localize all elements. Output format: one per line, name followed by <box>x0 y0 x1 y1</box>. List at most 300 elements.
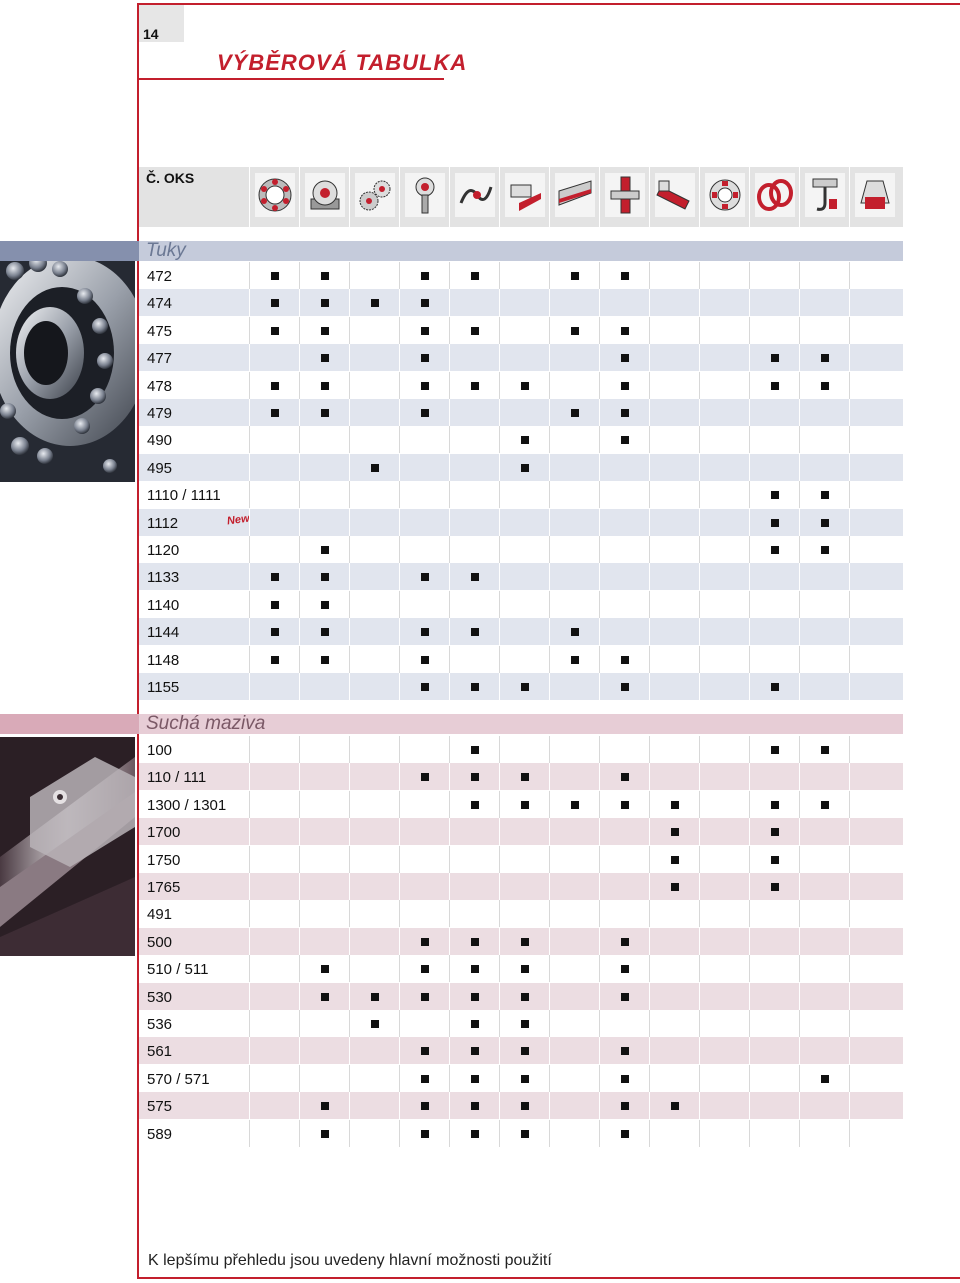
table-cell <box>849 646 899 673</box>
suitability-mark <box>271 601 279 609</box>
table-row <box>139 618 903 646</box>
table-cell <box>399 1010 449 1037</box>
suitability-mark <box>621 354 629 362</box>
table-cell <box>699 736 749 763</box>
suitability-mark <box>621 436 629 444</box>
table-cell <box>599 481 649 508</box>
table-cell <box>649 763 699 790</box>
table-cell <box>299 399 349 426</box>
table-cell <box>649 846 699 873</box>
suitability-mark <box>471 801 479 809</box>
table-cell <box>799 873 849 900</box>
table-cell <box>299 344 349 371</box>
suitability-mark <box>421 327 429 335</box>
table-cell <box>649 1092 699 1119</box>
table-cell <box>749 344 799 371</box>
table-cell <box>349 317 399 344</box>
suitability-mark <box>421 1130 429 1138</box>
table-cell <box>399 344 449 371</box>
table-cell <box>299 426 349 453</box>
table-cell <box>399 591 449 618</box>
table-cell <box>449 736 499 763</box>
suitability-mark <box>771 883 779 891</box>
suitability-mark <box>321 965 329 973</box>
rod-end-icon <box>405 173 445 222</box>
table-row <box>139 454 903 482</box>
table-cell <box>749 1010 799 1037</box>
suitability-mark <box>821 1075 829 1083</box>
table-cell <box>749 1037 799 1064</box>
table-cell <box>849 873 899 900</box>
table-cell <box>599 618 649 645</box>
table-cell <box>549 509 599 536</box>
table-cell <box>299 1037 349 1064</box>
table-cell <box>549 928 599 955</box>
column-header-12 <box>799 167 849 227</box>
table-cell <box>649 1065 699 1092</box>
suitability-mark <box>471 1130 479 1138</box>
product-number: 1133 <box>147 569 180 586</box>
table-row <box>139 646 903 674</box>
table-cell <box>849 289 899 316</box>
table-cell <box>499 509 549 536</box>
suitability-mark <box>321 601 329 609</box>
table-cell <box>849 900 899 927</box>
table-cell <box>799 1037 849 1064</box>
suitability-mark <box>271 382 279 390</box>
table-cell <box>649 262 699 289</box>
table-cell <box>399 983 449 1010</box>
table-cell <box>299 1065 349 1092</box>
table-cell <box>649 791 699 818</box>
table-cell <box>549 1037 599 1064</box>
table-cell <box>549 481 599 508</box>
table-cell <box>699 372 749 399</box>
product-number: 589 <box>147 1126 173 1143</box>
table-cell <box>599 454 649 481</box>
table-cell <box>549 873 599 900</box>
suitability-mark <box>771 546 779 554</box>
table-cell <box>549 317 599 344</box>
table-cell <box>399 509 449 536</box>
table-cell <box>699 846 749 873</box>
suitability-mark <box>771 382 779 390</box>
table-cell <box>649 289 699 316</box>
table-cell <box>799 1010 849 1037</box>
product-number: 500 <box>147 934 173 951</box>
table-cell <box>299 673 349 700</box>
table-cell <box>249 1120 299 1147</box>
table-cell <box>849 791 899 818</box>
table-cell <box>549 563 599 590</box>
table-cell <box>549 618 599 645</box>
table-cell <box>599 900 649 927</box>
page-title: VÝBĚROVÁ TABULKA <box>217 50 468 75</box>
table-cell <box>749 791 799 818</box>
suitability-mark <box>521 1102 529 1110</box>
suitability-mark <box>471 965 479 973</box>
table-cell <box>249 736 299 763</box>
table-cell <box>849 928 899 955</box>
table-cell <box>299 1120 349 1147</box>
suitability-mark <box>321 272 329 280</box>
table-cell <box>799 846 849 873</box>
table-cell <box>799 426 849 453</box>
table-cell <box>399 317 449 344</box>
table-row <box>139 1010 903 1038</box>
threaded-spindle-icon <box>655 173 695 222</box>
table-cell <box>799 481 849 508</box>
table-cell <box>599 426 649 453</box>
table-cell <box>399 563 449 590</box>
table-cell <box>549 846 599 873</box>
table-cell <box>299 646 349 673</box>
suitability-mark <box>271 628 279 636</box>
table-cell <box>799 454 849 481</box>
table-cell <box>799 618 849 645</box>
table-cell <box>349 289 399 316</box>
table-cell <box>649 481 699 508</box>
table-cell <box>799 928 849 955</box>
suitability-mark <box>421 299 429 307</box>
table-cell <box>749 372 799 399</box>
table-cell <box>449 900 499 927</box>
suitability-mark <box>321 409 329 417</box>
table-cell <box>399 481 449 508</box>
table-cell <box>499 1120 549 1147</box>
table-cell <box>549 900 599 927</box>
suitability-mark <box>471 773 479 781</box>
table-cell <box>449 591 499 618</box>
table-cell <box>599 1065 649 1092</box>
table-cell <box>349 846 399 873</box>
table-cell <box>449 481 499 508</box>
table-cell <box>599 1120 649 1147</box>
suitability-mark <box>271 573 279 581</box>
table-cell <box>399 1092 449 1119</box>
table-cell <box>449 317 499 344</box>
table-cell <box>549 591 599 618</box>
table-cell <box>849 536 899 563</box>
suitability-mark <box>321 1130 329 1138</box>
chain-hook-icon <box>805 173 845 222</box>
table-cell <box>699 900 749 927</box>
suitability-mark <box>471 1102 479 1110</box>
table-cell <box>349 818 399 845</box>
table-cell <box>799 818 849 845</box>
suitability-mark <box>521 1075 529 1083</box>
table-cell <box>249 873 299 900</box>
table-cell <box>249 1092 299 1119</box>
table-row <box>139 818 903 846</box>
table-cell <box>849 262 899 289</box>
suitability-mark <box>621 1047 629 1055</box>
table-cell <box>399 818 449 845</box>
table-cell <box>799 289 849 316</box>
suitability-mark <box>471 573 479 581</box>
product-number: 1700 <box>147 824 181 841</box>
table-cell <box>799 262 849 289</box>
table-cell <box>599 344 649 371</box>
table-cell <box>349 591 399 618</box>
column-header-8 <box>599 167 649 227</box>
table-cell <box>249 846 299 873</box>
suitability-mark <box>521 773 529 781</box>
table-cell <box>349 900 399 927</box>
table-cell <box>349 646 399 673</box>
table-cell <box>549 372 599 399</box>
table-cell <box>749 289 799 316</box>
gear-drive-icon <box>355 173 395 222</box>
table-cell <box>799 791 849 818</box>
suitability-mark <box>371 464 379 472</box>
table-cell <box>349 563 399 590</box>
table-cell <box>549 1010 599 1037</box>
column-header-9 <box>649 167 699 227</box>
table-cell <box>849 983 899 1010</box>
table-cell <box>299 1010 349 1037</box>
table-cell <box>449 426 499 453</box>
table-cell <box>249 454 299 481</box>
table-cell <box>249 955 299 982</box>
suitability-mark <box>621 938 629 946</box>
table-cell <box>849 736 899 763</box>
suitability-mark <box>371 993 379 1001</box>
table-cell <box>599 846 649 873</box>
table-cell <box>549 1092 599 1119</box>
pillow-block-icon <box>305 173 345 222</box>
suitability-mark <box>771 683 779 691</box>
table-cell <box>649 1120 699 1147</box>
table-cell <box>649 736 699 763</box>
table-cell <box>299 955 349 982</box>
table-cell <box>449 372 499 399</box>
suitability-mark <box>321 299 329 307</box>
table-cell <box>599 1010 649 1037</box>
table-cell <box>249 317 299 344</box>
table-cell <box>749 1065 799 1092</box>
suitability-mark <box>421 683 429 691</box>
table-cell <box>699 344 749 371</box>
table-cell <box>249 372 299 399</box>
table-cell <box>549 646 599 673</box>
table-cell <box>849 454 899 481</box>
table-row <box>139 1092 903 1120</box>
table-cell <box>449 509 499 536</box>
table-row <box>139 399 903 427</box>
suitability-mark <box>671 828 679 836</box>
table-cell <box>549 399 599 426</box>
table-cell <box>349 618 399 645</box>
table-cell <box>249 481 299 508</box>
table-cell <box>349 1120 399 1147</box>
suitability-mark <box>621 382 629 390</box>
table-cell <box>299 846 349 873</box>
suitability-mark <box>821 746 829 754</box>
ball-bearing-icon <box>255 173 295 222</box>
table-cell <box>699 983 749 1010</box>
suitability-mark <box>421 1102 429 1110</box>
table-cell <box>599 928 649 955</box>
table-cell <box>649 1037 699 1064</box>
column-header-10 <box>699 167 749 227</box>
suitability-mark <box>521 382 529 390</box>
table-cell <box>349 262 399 289</box>
suitability-mark <box>621 409 629 417</box>
table-cell <box>349 1010 399 1037</box>
table-cell <box>499 399 549 426</box>
table-cell <box>649 426 699 453</box>
column-header-2 <box>299 167 349 227</box>
suitability-mark <box>671 801 679 809</box>
table-cell <box>499 262 549 289</box>
roller-bearing-icon <box>705 173 745 222</box>
table-cell <box>599 262 649 289</box>
table-cell <box>799 1065 849 1092</box>
table-cell <box>599 955 649 982</box>
table-cell <box>849 955 899 982</box>
table-row <box>139 928 903 956</box>
column-header-5 <box>449 167 499 227</box>
table-row <box>139 262 903 290</box>
table-cell <box>299 763 349 790</box>
table-cell <box>249 983 299 1010</box>
column-header-4 <box>399 167 449 227</box>
table-cell <box>799 563 849 590</box>
table-cell <box>599 317 649 344</box>
table-cell <box>749 426 799 453</box>
table-cell <box>449 344 499 371</box>
table-cell <box>849 673 899 700</box>
table-cell <box>849 426 899 453</box>
table-cell <box>649 454 699 481</box>
table-cell <box>449 818 499 845</box>
product-number: 1140 <box>147 597 180 614</box>
suitability-mark <box>771 491 779 499</box>
table-cell <box>499 900 549 927</box>
table-cell <box>349 736 399 763</box>
table-row <box>139 873 903 901</box>
table-cell <box>449 563 499 590</box>
table-cell <box>499 955 549 982</box>
table-cell <box>399 262 449 289</box>
table-cell <box>349 399 399 426</box>
table-cell <box>799 317 849 344</box>
suitability-mark <box>521 436 529 444</box>
table-cell <box>599 791 649 818</box>
product-number: 110 / 111 <box>147 769 207 786</box>
suitability-mark <box>521 1047 529 1055</box>
suitability-mark <box>421 1075 429 1083</box>
product-number: 1144 <box>147 624 180 641</box>
table-cell <box>399 900 449 927</box>
suitability-mark <box>571 628 579 636</box>
suitability-mark <box>421 382 429 390</box>
table-cell <box>349 344 399 371</box>
table-cell <box>399 928 449 955</box>
linear-rail-icon <box>555 173 595 222</box>
table-cell <box>299 317 349 344</box>
suitability-mark <box>421 272 429 280</box>
section-title: Tuky <box>146 240 186 261</box>
suitability-mark <box>321 354 329 362</box>
suitability-mark <box>621 993 629 1001</box>
suitability-mark <box>571 409 579 417</box>
table-cell <box>799 763 849 790</box>
table-cell <box>349 481 399 508</box>
suitability-mark <box>321 628 329 636</box>
table-cell <box>449 1065 499 1092</box>
table-cell <box>299 591 349 618</box>
suitability-mark <box>421 573 429 581</box>
suitability-mark <box>571 272 579 280</box>
suitability-mark <box>621 1130 629 1138</box>
table-row <box>139 1065 903 1093</box>
suitability-mark <box>471 1075 479 1083</box>
section-band <box>0 714 903 734</box>
table-cell <box>749 736 799 763</box>
table-row <box>139 509 903 537</box>
table-cell <box>699 673 749 700</box>
table-cell <box>299 372 349 399</box>
table-cell <box>649 955 699 982</box>
table-cell <box>499 873 549 900</box>
suitability-mark <box>821 354 829 362</box>
product-number: 1120 <box>147 542 180 559</box>
table-cell <box>249 426 299 453</box>
table-cell <box>649 818 699 845</box>
column-header-1 <box>249 167 299 227</box>
table-cell <box>249 509 299 536</box>
product-number: 495 <box>147 460 173 477</box>
suitability-mark <box>471 1020 479 1028</box>
table-cell <box>299 736 349 763</box>
table-cell <box>849 618 899 645</box>
table-cell <box>499 344 549 371</box>
product-number: 475 <box>147 323 173 340</box>
table-cell <box>549 536 599 563</box>
table-cell <box>499 563 549 590</box>
table-cell <box>399 1065 449 1092</box>
table-cell <box>849 344 899 371</box>
table-cell <box>649 317 699 344</box>
suitability-mark <box>671 883 679 891</box>
column-header-6 <box>499 167 549 227</box>
table-cell <box>249 763 299 790</box>
table-cell <box>449 399 499 426</box>
table-cell <box>749 563 799 590</box>
suitability-mark <box>621 656 629 664</box>
table-cell <box>349 763 399 790</box>
suitability-mark <box>521 1130 529 1138</box>
product-number: 491 <box>147 906 173 923</box>
table-cell <box>699 509 749 536</box>
table-cell <box>499 481 549 508</box>
product-number: 479 <box>147 405 173 422</box>
table-cell <box>699 618 749 645</box>
suitability-mark <box>521 965 529 973</box>
table-cell <box>699 818 749 845</box>
table-cell <box>649 591 699 618</box>
table-cell <box>449 763 499 790</box>
table-cell <box>349 873 399 900</box>
table-cell <box>399 846 449 873</box>
table-cell <box>399 426 449 453</box>
product-number: 478 <box>147 378 173 395</box>
table-cell <box>749 618 799 645</box>
table-cell <box>549 344 599 371</box>
table-cell <box>599 1037 649 1064</box>
